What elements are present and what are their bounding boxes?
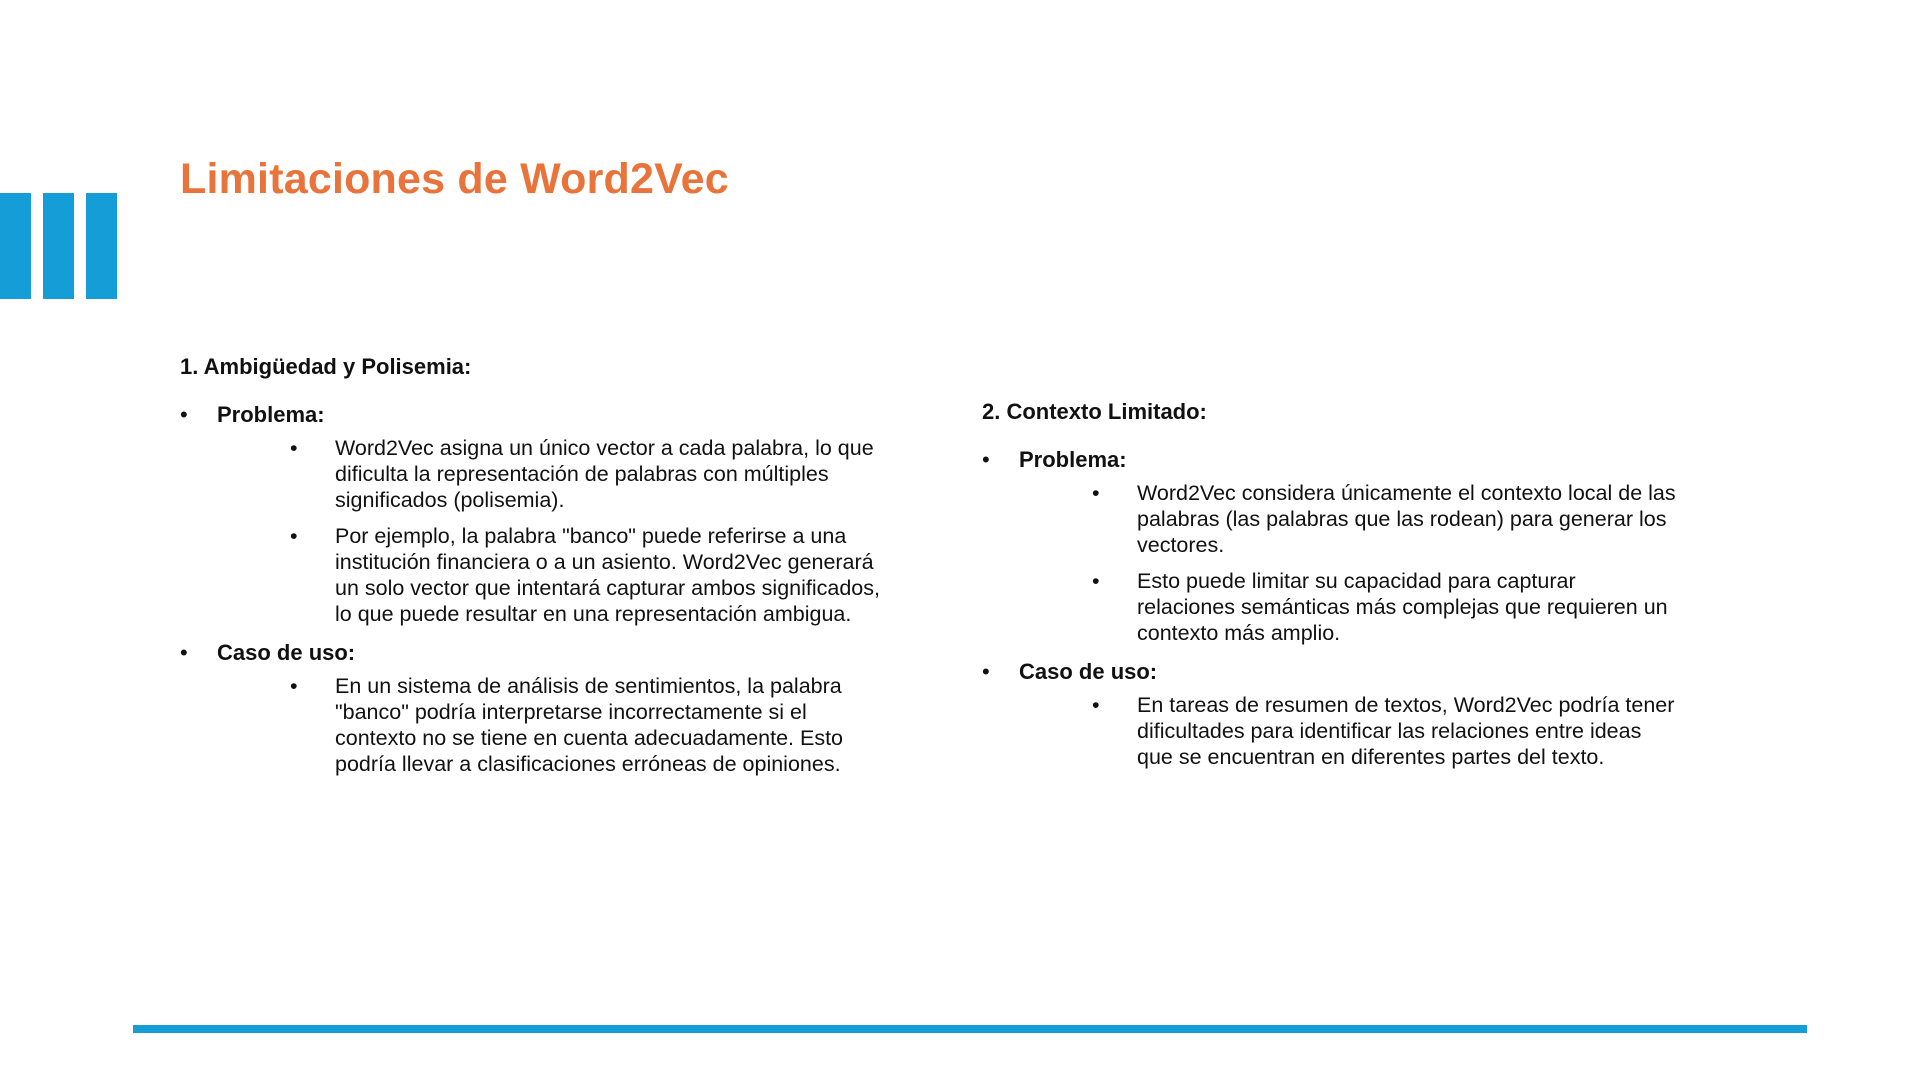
- left-usecase-label: Caso de uso:: [217, 640, 356, 665]
- left-problem-header: [180, 401, 900, 429]
- bullet: •: [180, 402, 188, 427]
- section-heading-contexto: 2. Contexto Limitado:: [982, 399, 1207, 424]
- left-usecase-list: [180, 673, 900, 777]
- list-item-text: Word2Vec considera únicamente el contexto local de las palabras (las palabras que las rodean) para generar los vectores.: [1137, 481, 1676, 557]
- accent-bar-2: [43, 193, 74, 299]
- right-usecase-header: [982, 658, 1702, 686]
- right-problem-header: [982, 446, 1702, 474]
- list-item: [180, 523, 880, 627]
- bullet: •: [180, 640, 188, 665]
- list-item: [180, 435, 880, 513]
- bullet: •: [982, 659, 990, 684]
- footer-divider: [133, 1025, 1807, 1033]
- list-item: [982, 480, 1677, 558]
- bullet: •: [1092, 569, 1100, 593]
- list-item: [982, 692, 1677, 770]
- bullet: •: [290, 674, 298, 698]
- bullet: •: [290, 436, 298, 460]
- right-problem-label: Problema:: [1019, 447, 1127, 472]
- left-usecase-header: [180, 639, 900, 667]
- list-item-text: Word2Vec asigna un único vector a cada palabra, lo que dificulta la representación de palabras con múltiples significados (polisemia).: [335, 436, 874, 512]
- list-item-text: En un sistema de análisis de sentimientos, la palabra "banco" podría interpretarse incorrectamente si el contexto no se tiene en cuenta adecuadamente. Esto podría llevar a clasificaciones erróneas de opiniones.: [335, 674, 844, 776]
- left-problem-group: [180, 401, 900, 627]
- right-usecase-group: [982, 658, 1702, 770]
- bullet: •: [1092, 481, 1100, 505]
- section-heading-ambiguedad: 1. Ambigüedad y Polisemia:: [180, 354, 472, 379]
- list-item: [982, 568, 1677, 646]
- left-problem-list: [180, 435, 900, 627]
- bullet: •: [1092, 693, 1100, 717]
- list-item: [180, 673, 880, 777]
- slide-title: Limitaciones de Word2Vec: [180, 155, 729, 203]
- list-item-text: En tareas de resumen de textos, Word2Vec podría tener dificultades para identificar las relaciones entre ideas que se encuentran en diferentes partes del texto.: [1137, 693, 1675, 769]
- right-usecase-label: Caso de uso:: [1019, 659, 1158, 684]
- right-problem-group: [982, 446, 1702, 646]
- left-problem-label: Problema:: [217, 402, 325, 427]
- accent-bar-1: [0, 193, 31, 299]
- bullet: •: [982, 447, 990, 472]
- right-column: [982, 398, 1702, 782]
- list-item-text: Por ejemplo, la palabra "banco" puede referirse a una institución financiera o a un asiento. Word2Vec generará un solo vector que intentará capturar ambos significados, lo que puede resultar en una representación ambigua.: [335, 524, 880, 626]
- right-usecase-list: [982, 692, 1702, 770]
- accent-bar-3: [86, 193, 117, 299]
- left-column: [180, 353, 900, 789]
- left-usecase-group: [180, 639, 900, 777]
- right-problem-list: [982, 480, 1702, 646]
- bullet: •: [290, 524, 298, 548]
- list-item-text: Esto puede limitar su capacidad para capturar relaciones semánticas más complejas que requieren un contexto más amplio.: [1137, 569, 1668, 645]
